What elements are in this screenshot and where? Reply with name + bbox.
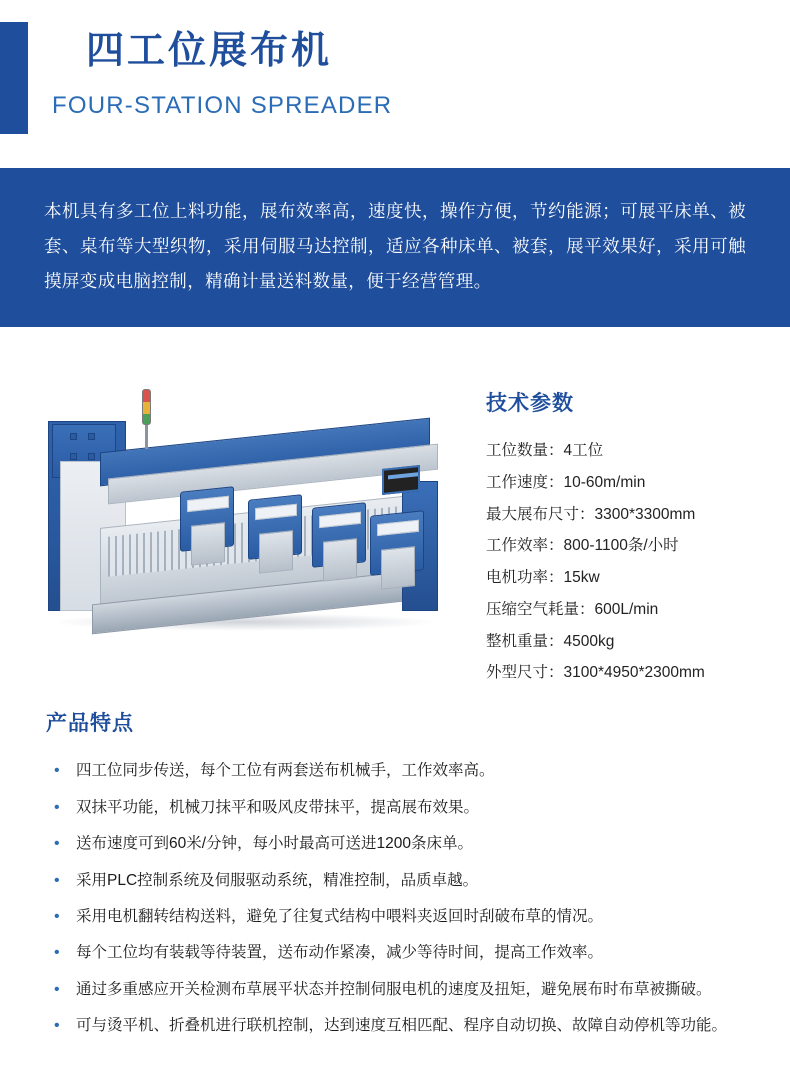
bullet-icon: • xyxy=(54,835,60,853)
panel-dot xyxy=(70,453,77,460)
spec-row: 最大展布尺寸：3300*3300mm xyxy=(486,505,696,523)
list-item xyxy=(46,753,750,789)
bullet-icon: • xyxy=(54,762,60,780)
feature-text: 通过多重感应开关检测布草展平状态并控制伺服电机的速度及扭矩，避免展布时布草被撕破。 xyxy=(76,980,712,998)
header-accent-bar xyxy=(0,22,28,134)
list-item xyxy=(46,935,750,971)
specs-block xyxy=(470,361,750,689)
intro-text: 本机具有多工位上料功能，展布效率高，速度快，操作方便，节约能源；可展平床单、被套、桌布等大型织物，采用伺服马达控制，适应各种床单、被套，展平效果好，采用可触摸屏变成电脑控制，精确计量送料数量，便于经营管理。 xyxy=(44,201,746,291)
list-item xyxy=(46,1008,750,1044)
product-image xyxy=(30,361,470,661)
feature-text: 送布速度可到60米/分钟，每小时最高可送进1200条床单。 xyxy=(76,835,474,853)
feature-text: 双抹平功能，机械刀抹平和吸风皮带抹平，提高展布效果。 xyxy=(76,798,480,816)
touch-screen-panel xyxy=(382,465,420,495)
station-2-arm xyxy=(259,530,293,574)
machine-station-2 xyxy=(248,494,302,560)
bullet-icon: • xyxy=(54,980,60,998)
machine-station-3 xyxy=(312,502,366,568)
station-4-cap xyxy=(377,520,419,536)
signal-tower-pole xyxy=(145,423,148,449)
station-4-arm xyxy=(381,546,415,590)
station-3-arm xyxy=(323,538,357,582)
panel-dot xyxy=(88,453,95,460)
list-item xyxy=(46,972,750,1008)
panel-dot xyxy=(88,433,95,440)
list-item xyxy=(46,899,750,935)
spec-row: 外型尺寸：3100*4950*2300mm xyxy=(486,664,705,682)
page-title: 四工位展布机 xyxy=(86,30,333,72)
spec-row: 工作效率：800-1100条/小时 xyxy=(486,537,679,555)
station-2-cap xyxy=(255,504,297,520)
machine-illustration xyxy=(30,361,470,661)
machine-station-4 xyxy=(370,510,424,576)
bullet-icon: • xyxy=(54,798,60,816)
panel-dot xyxy=(70,433,77,440)
feature-text: 采用PLC控制系统及伺服驱动系统，精准控制，品质卓越。 xyxy=(76,871,479,889)
spec-row: 整机重量：4500kg xyxy=(486,632,615,650)
station-1-arm xyxy=(191,522,225,566)
page-subtitle: FOUR-STATION SPREADER xyxy=(52,91,393,119)
bullet-icon: • xyxy=(54,908,60,925)
features-section xyxy=(0,689,790,1045)
spec-row: 电机功率：15kw xyxy=(486,569,600,587)
page-header xyxy=(0,0,790,158)
feature-text: 四工位同步传送，每个工位有两套送布机械手，工作效率高。 xyxy=(76,762,495,780)
list-item xyxy=(46,790,750,826)
features-title: 产品特点 xyxy=(46,712,134,736)
bullet-icon: • xyxy=(54,944,60,962)
spec-row: 工作速度：10-60m/min xyxy=(486,473,646,491)
spec-row: 工位数量：4工位 xyxy=(486,442,604,459)
station-3-cap xyxy=(319,512,361,528)
station-1-cap xyxy=(187,496,229,512)
machine-station-1 xyxy=(180,486,234,552)
spec-row: 压缩空气耗量：600L/min xyxy=(486,600,659,618)
list-item xyxy=(46,826,750,862)
signal-tower-light xyxy=(142,389,151,425)
feature-text: 采用电机翻转结构送料，避免了往复式结构中喂料夹返回时刮破布草的情况。 xyxy=(76,908,604,925)
product-section xyxy=(0,327,790,689)
specs-title: 技术参数 xyxy=(486,392,574,415)
feature-text: 每个工位均有装载等待装置，送布动作紧凑，减少等待时间，提高工作效率。 xyxy=(76,944,604,962)
bullet-icon: • xyxy=(54,1017,60,1035)
intro-paragraph xyxy=(0,168,790,327)
list-item xyxy=(46,863,750,899)
bullet-icon: • xyxy=(54,871,60,889)
feature-text: 可与烫平机、折叠机进行联机控制，达到速度互相匹配、程序自动切换、故障自动停机等功能。 xyxy=(76,1017,728,1035)
